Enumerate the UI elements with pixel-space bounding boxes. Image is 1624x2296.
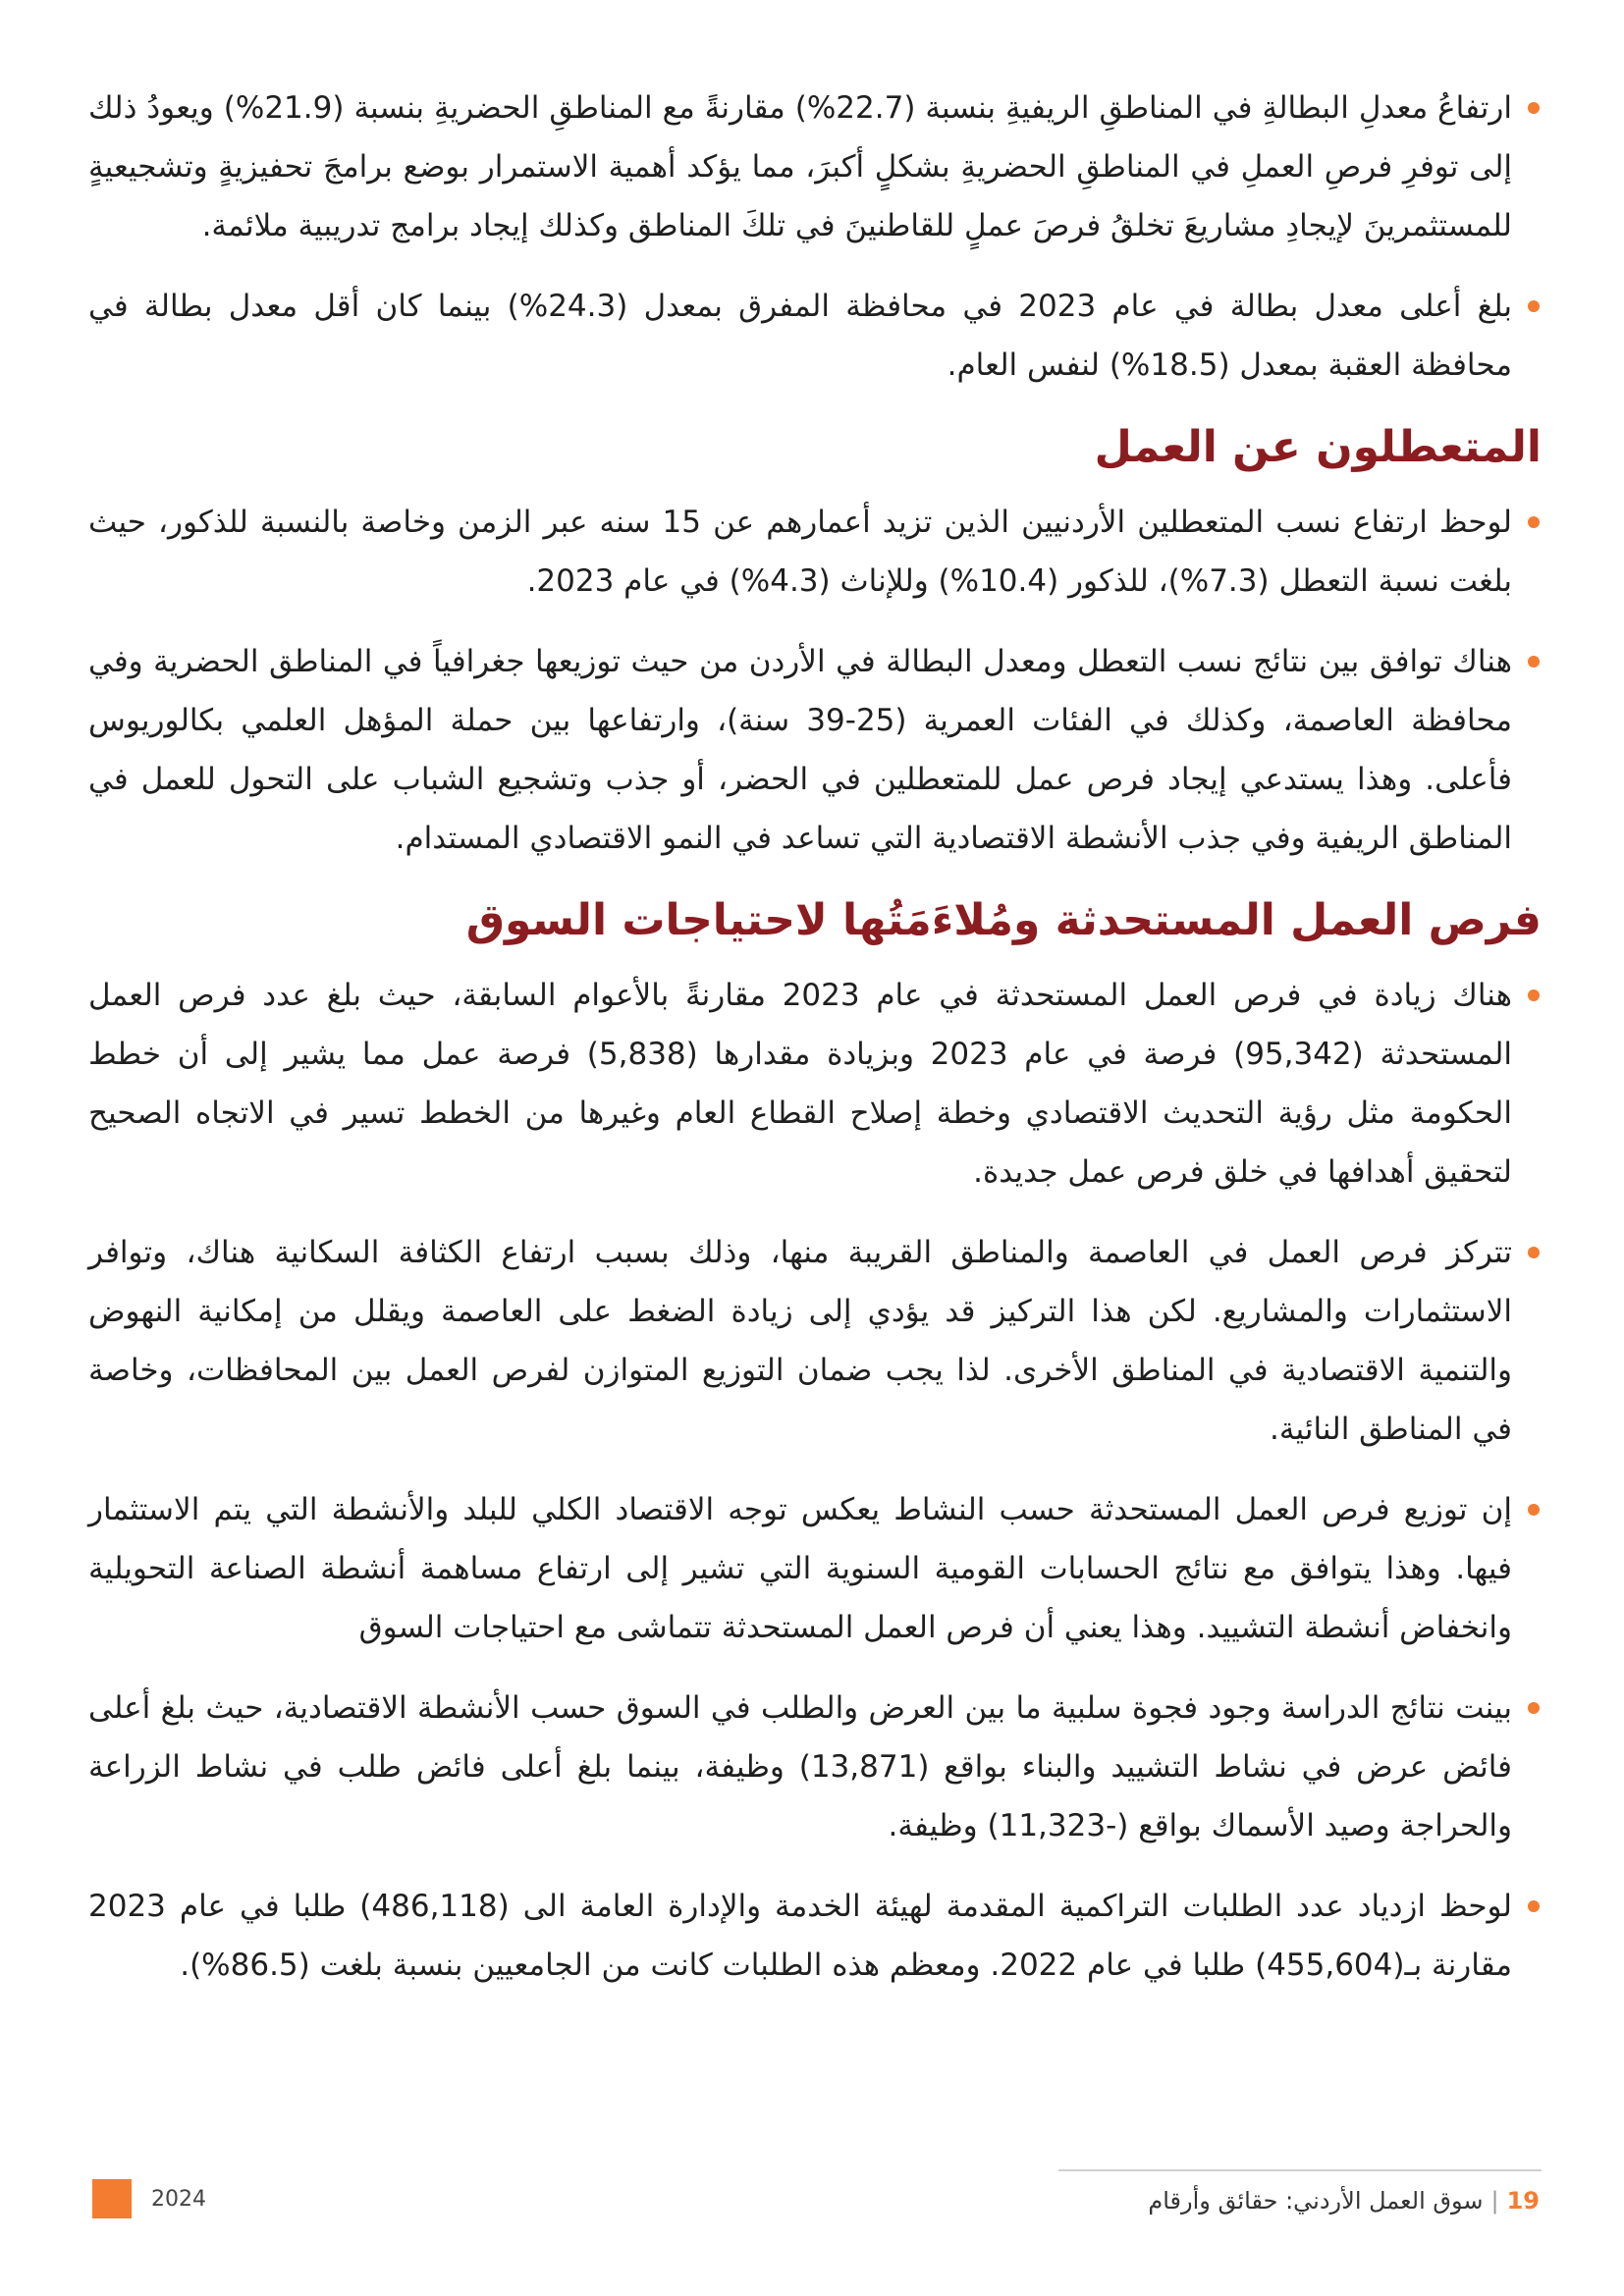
page-content [88,79,1542,2016]
list-item: لوحظ ارتفاع نسب المتعطلين الأردنيين الذين تزيد أعمارهم عن 15 سنه عبر الزمن وخاصة بالنسبة للذكور، حيث بلغت نسبة التعطل (7.3%)، للذكور (10.4%) وللإناث (4.3%) في عام 2023. [88,493,1542,611]
footer-page-info [1148,2187,1540,2215]
publication-title: سوق العمل الأردني: حقائق وأرقام [1148,2187,1484,2215]
intro-bullet-list [88,79,1542,395]
list-item: هناك زيادة في فرص العمل المستحدثة في عام 2023 مقارنةً بالأعوام السابقة، حيث بلغ عدد فرص العمل المستحدثة (95,342) فرصة في عام 2023 وبزيادة مقدارها (5,838) فرصة عمل مما يشير إلى أن خطط الحكومة مثل رؤية التحديث الاقتصادي وخطة إصلاح القطاع العام وغيرها من الخطط تسير في الاتجاه الصحيح لتحقيق أهدافها في خلق فرص عمل جديدة. [88,966,1542,1201]
orange-square-marker [92,2179,132,2218]
unemployed-bullet-list [88,493,1542,868]
list-item: تتركز فرص العمل في العاصمة والمناطق القريبة منها، وذلك بسبب ارتفاع الكثافة السكانية هناك، وتوافر الاستثمارات والمشاريع. لكن هذا التركيز قد يؤدي إلى زيادة الضغط على العاصمة ويقلل من إمكانية النهوض والتنمية الاقتصادية في المناطق الأخرى. لذا يجب ضمان التوزيع المتوازن لفرص العمل بين المحافظات، وخاصة في المناطق النائية. [88,1223,1542,1459]
list-item: بينت نتائج الدراسة وجود فجوة سلبية ما بين العرض والطلب في السوق حسب الأنشطة الاقتصادية، حيث بلغ أعلى فائض عرض في نشاط التشييد والبناء بواقع (13,871) وظيفة، بينما بلغ أعلى فائض طلب في نشاط الزراعة والحراجة وصيد الأسماك بواقع (-11,323) وظيفة. [88,1679,1542,1855]
list-item: هناك توافق بين نتائج نسب التعطل ومعدل البطالة في الأردن من حيث توزيعها جغرافياً في المناطق الحضرية وفي محافظة العاصمة، وكذلك في الفئات العمرية (25-39 سنة)، وارتفاعها بين حملة المؤهل العلمي بكالوريوس فأعلى. وهذا يستدعي إيجاد فرص عمل للمتعطلين في الحضر، أو جذب وتشجيع الشباب على التحول للعمل في المناطق الريفية وفي جذب الأنشطة الاقتصادية التي تساعد في النمو الاقتصادي المستدام. [88,632,1542,868]
list-item: إن توزيع فرص العمل المستحدثة حسب النشاط يعكس توجه الاقتصاد الكلي للبلد والأنشطة التي يتم الاستثمار فيها. وهذا يتوافق مع نتائج الحسابات القومية السنوية التي تشير إلى ارتفاع مساهمة أنشطة الصناعة التحويلية وانخفاض أنشطة التشييد. وهذا يعني أن فرص العمل المستحدثة تتماشى مع احتياجات السوق [88,1480,1542,1657]
page-number: 19 [1506,2187,1540,2215]
publication-year: 2024 [151,2186,206,2212]
footer-divider [1058,2169,1542,2171]
footer-separator: | [1490,2187,1499,2215]
footer-year-block [92,2179,206,2218]
list-item: بلغ أعلى معدل بطالة في عام 2023 في محافظة المفرق بمعدل (24.3%) بينما كان أقل معدل بطالة في محافظة العقبة بمعدل (18.5%) لنفس العام. [88,277,1542,395]
list-item: لوحظ ازدياد عدد الطلبات التراكمية المقدمة لهيئة الخدمة والإدارة العامة الى (486,118) طلبا في عام 2023 مقارنة بـ(455,604) طلبا في عام 2022. ومعظم هذه الطلبات كانت من الجامعيين بنسبة بلغت (86.5%). [88,1877,1542,1995]
new-jobs-bullet-list [88,966,1542,1995]
section-heading-unemployed: المتعطلون عن العمل [1094,422,1542,472]
list-item: ارتفاعُ معدلِ البطالةِ في المناطقِ الريفيةِ بنسبة (22.7%) مقارنةً مع المناطقِ الحضريةِ بنسبة (21.9%) ويعودُ ذلك إلى توفرِ فرصِ العملِ في المناطقِ الحضريةِ بشكلٍ أكبرَ، مما يؤكد أهمية الاستمرار بوضع برامجَ تحفيزيةٍ وتشجيعيةٍ للمستثمرينَ لإيجادِ مشاريعَ تخلقُ فرصَ عملٍ للقاطنينَ في تلكَ المناطق وكذلك إيجاد برامج تدريبية ملائمة. [88,79,1542,255]
section-heading-new-jobs: فرص العمل المستحدثة ومُلاءَمَتُها لاحتياجات السوق [465,895,1542,945]
